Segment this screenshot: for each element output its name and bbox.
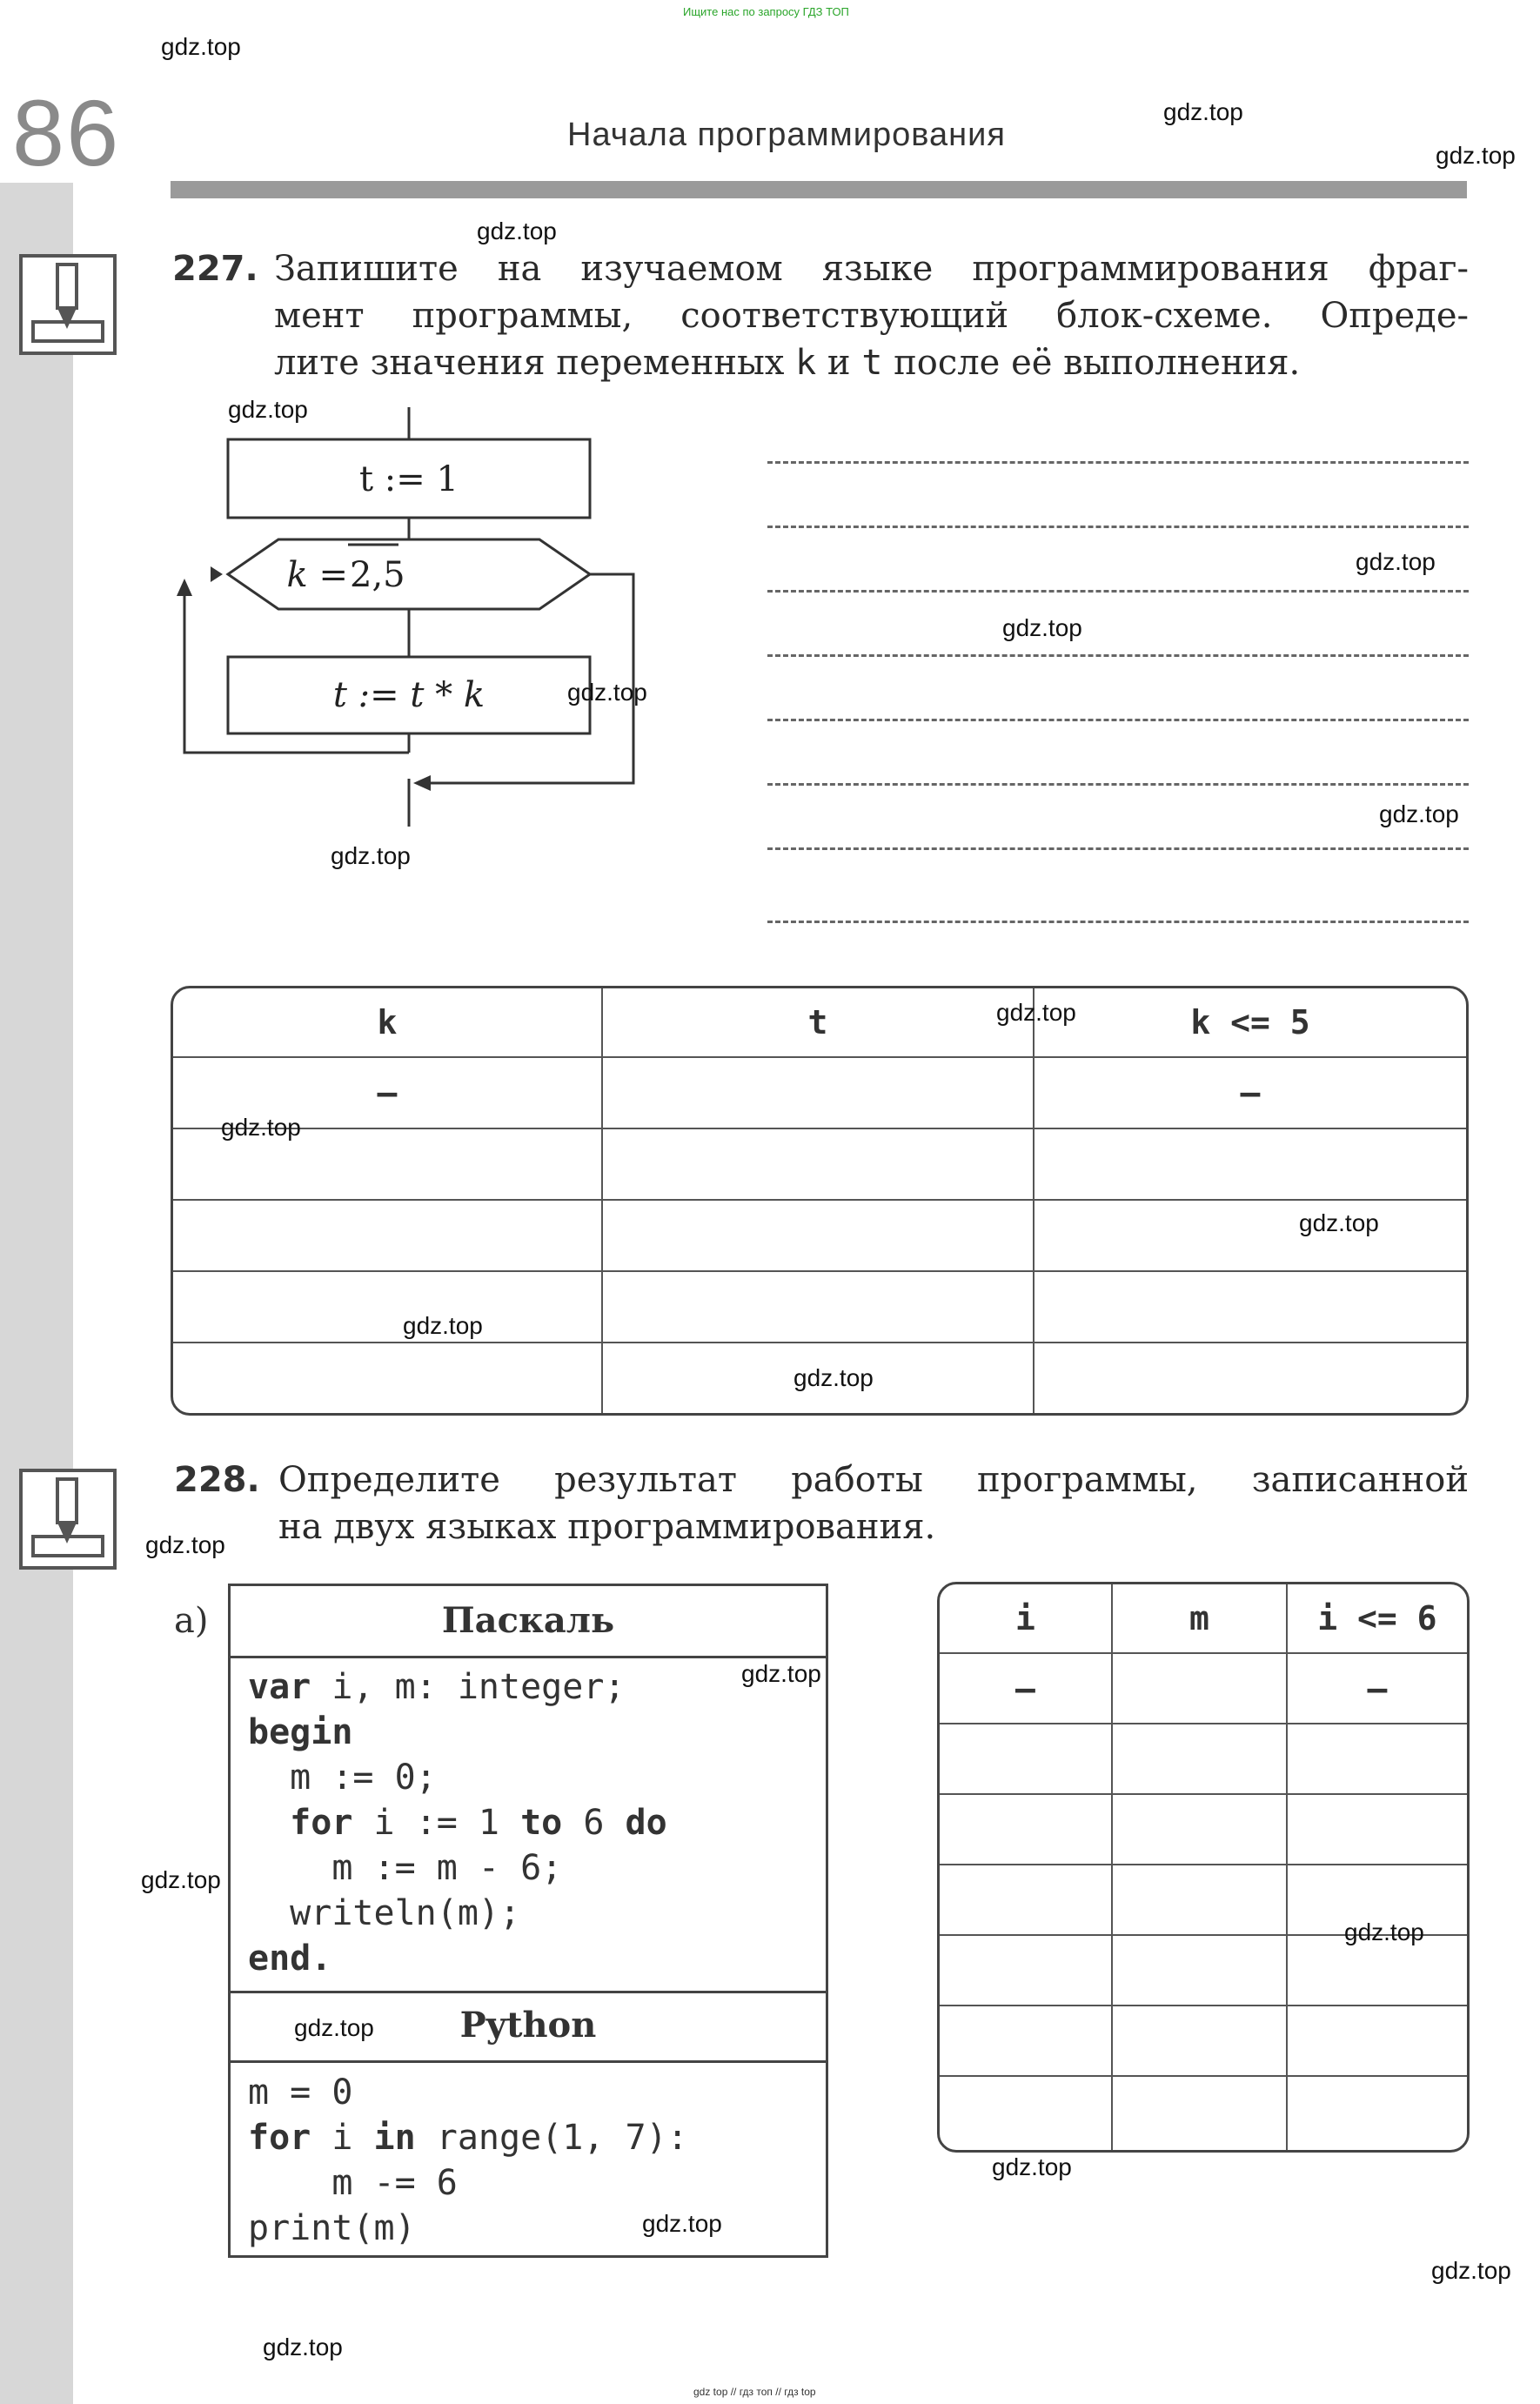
pascal-line-5: m := m - 6; [248,1848,563,1888]
pascal-line-7: end. [248,1939,332,1979]
write-task-icon [19,1469,117,1570]
watermark: gdz.top [741,1660,821,1687]
table-header: k [173,988,603,1058]
table-header: i <= 6 [1288,1584,1467,1654]
table-cell[interactable] [1113,1654,1288,1724]
section-title: Начала программирования [567,117,1006,153]
table-cell[interactable] [1034,1343,1466,1413]
pascal-line-3: m := 0; [248,1758,437,1798]
table-cell[interactable] [173,1272,603,1343]
table-cell[interactable] [603,1129,1034,1201]
table-cell[interactable]: — [173,1058,603,1129]
answer-line [767,847,1469,850]
pascal-title: Паскаль [441,1600,615,1641]
watermark: gdz.top [642,2210,722,2237]
page-number: 86 [12,80,121,185]
table-cell[interactable] [940,1795,1113,1865]
table-cell[interactable] [1113,1936,1288,2006]
watermark: gdz.top [1356,548,1436,575]
python-line-1: m = 0 [248,2073,353,2113]
table-cell[interactable] [603,1058,1034,1129]
watermark: gdz.top [1379,800,1459,827]
watermark: gdz.top [141,1866,221,1893]
table-cell[interactable] [603,1201,1034,1272]
task-228-statement [278,1456,1469,1550]
table-header: m [1113,1584,1288,1654]
watermark: gdz.top [1431,2257,1511,2284]
watermark: gdz.top [996,999,1076,1026]
watermark: gdz.top [228,396,308,423]
table-header: i [940,1584,1113,1654]
flowchart-loop-range: 2,5 [350,555,405,595]
table-cell[interactable] [1034,1201,1466,1272]
table-cell[interactable] [1288,2077,1467,2150]
pascal-line-4: for i := 1 to 6 do [290,1803,667,1843]
table-cell[interactable]: — [940,1654,1113,1724]
var-k: k [795,343,817,383]
table-cell[interactable]: — [1034,1058,1466,1129]
part-label: а) [174,1601,209,1641]
table-header: k <= 5 [1034,988,1466,1058]
answer-line [767,783,1469,786]
code-listing [228,1584,828,2258]
table-cell[interactable] [940,2006,1113,2077]
table-cell[interactable] [1113,2077,1288,2150]
table-cell[interactable] [1113,1865,1288,1936]
watermark: gdz.top [1436,142,1516,169]
task-228-number: 228. [174,1460,260,1500]
footer-note: gdz top // гдз топ // гдз top [693,2386,816,2398]
answer-line [767,921,1469,923]
answer-line [767,719,1469,721]
flowchart [165,400,653,835]
task-227-statement [274,245,1469,386]
table-cell[interactable] [940,1865,1113,1936]
watermark: gdz.top [331,842,411,869]
table-cell[interactable] [173,1343,603,1413]
python-line-3: m -= 6 [248,2163,458,2203]
flowchart-body: t := t * k [332,675,485,715]
table-cell[interactable] [603,1272,1034,1343]
watermark: gdz.top [793,1364,874,1391]
answer-line [767,590,1469,593]
python-title: Python [459,2005,597,2046]
watermark: gdz.top [1299,1209,1379,1236]
pascal-line-1: var i, m: integer; [248,1667,626,1707]
write-task-icon [19,254,117,355]
table-cell[interactable] [1288,2006,1467,2077]
table-cell[interactable] [1034,1272,1466,1343]
top-note: Ищите нас по запросу ГДЗ ТОП [683,5,849,18]
divider [231,2060,826,2063]
task-228-line-1: Определите результат работы программы, записанной [278,1460,1469,1500]
task-228-line-2: на двух языках программирования. [278,1507,936,1547]
trace-table-227 [171,986,1469,1416]
table-cell[interactable] [940,2077,1113,2150]
watermark: gdz.top [145,1531,225,1558]
answer-line [767,654,1469,657]
watermark: gdz.top [992,2153,1072,2180]
table-cell[interactable] [1113,2006,1288,2077]
watermark: gdz.top [567,679,647,706]
pascal-line-2: begin [248,1712,353,1752]
watermark: gdz.top [221,1114,301,1141]
watermark: gdz.top [1344,1919,1424,1945]
table-cell[interactable] [1288,1936,1467,2006]
answer-line [767,461,1469,464]
table-cell[interactable] [1288,1724,1467,1795]
watermark: gdz.top [1002,614,1082,641]
watermark: gdz.top [477,218,557,244]
table-cell[interactable] [1034,1129,1466,1201]
var-t: t [861,343,883,383]
task-227-number: 227. [172,249,258,289]
table-cell[interactable] [1113,1795,1288,1865]
task-227-line-3: лите значения переменных k и t после её выполнения. [274,343,1301,383]
flowchart-init: t := 1 [359,459,459,499]
watermark: gdz.top [403,1312,483,1339]
python-line-4: print(m) [248,2208,416,2248]
table-cell[interactable] [940,1724,1113,1795]
watermark: gdz.top [1163,98,1243,125]
table-cell[interactable] [940,1936,1113,2006]
task-227-line-2: мент программы, соответствующий блок-схеме. Опреде- [274,296,1469,336]
table-cell[interactable] [173,1201,603,1272]
trace-table-228 [937,1582,1470,2153]
watermark: gdz.top [161,33,241,60]
table-cell[interactable] [1113,1724,1288,1795]
table-header: t [603,988,1034,1058]
watermark: gdz.top [263,2334,343,2360]
page-margin-band [0,183,73,2404]
flowchart-loop-var: k = [286,555,348,595]
table-cell[interactable] [1288,1795,1467,1865]
divider [231,1656,826,1658]
answer-line [767,526,1469,528]
table-cell[interactable]: — [1288,1654,1467,1724]
header-rule [171,181,1467,198]
pascal-line-6: writeln(m); [248,1893,521,1933]
watermark: gdz.top [294,2014,374,2041]
python-line-2: for i in range(1, 7): [248,2118,688,2158]
task-227-line-1: Запишите на изучаемом языке программирования фраг- [274,249,1469,289]
